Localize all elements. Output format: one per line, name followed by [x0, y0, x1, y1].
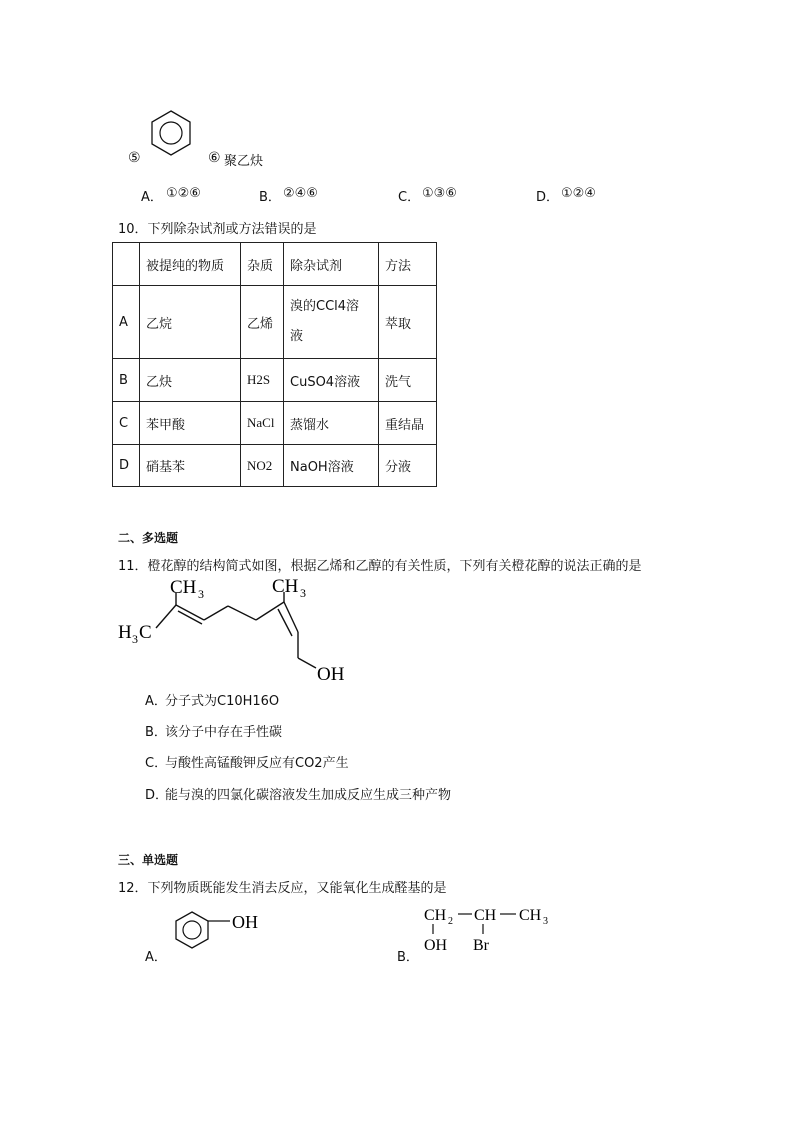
table-cell-substance: 硝基苯 — [140, 445, 241, 487]
table-cell-label: A — [113, 286, 140, 359]
ch3-label-left: CH — [170, 577, 197, 598]
section-heading-single-choice: 三、单选题 — [118, 853, 179, 867]
table-cell-label: D — [113, 445, 140, 487]
nerol-structure — [116, 576, 366, 688]
q9-item5-marker: ⑤ — [128, 150, 141, 166]
q9-item6-marker: ⑥ — [208, 150, 221, 166]
table-header-cell: 被提纯的物质 — [140, 243, 241, 286]
table-cell-substance: 乙炔 — [140, 359, 241, 402]
q11-option-b-letter: B． — [145, 725, 167, 740]
q12-stem: 12．下列物质既能发生消去反应，又能氧化生成醛基的是 — [118, 881, 447, 896]
oh-substituent: OH — [424, 937, 448, 954]
q11-stem: 11．橙花醇的结构简式如图，根据乙烯和乙醇的有关性质，下列有关橙花醇的说法正确的是 — [118, 559, 642, 574]
q11-option-d-letter: D． — [145, 788, 169, 803]
phenol-structure — [170, 904, 270, 956]
table-cell-impurity: 乙烯 — [241, 286, 284, 359]
table-cell-method: 重结晶 — [379, 402, 437, 445]
q9-option-d-value: ①②④ — [561, 186, 596, 201]
table-cell-impurity: NO2 — [241, 445, 284, 487]
table-header-cell: 方法 — [379, 243, 437, 286]
table-cell-method: 萃取 — [379, 286, 437, 359]
table-cell-method: 分液 — [379, 445, 437, 487]
table-row — [113, 286, 437, 359]
q11-option-c-letter: C． — [145, 756, 168, 771]
h3c-sub: 3 — [132, 632, 138, 646]
q9-option-c-value: ①③⑥ — [422, 186, 457, 201]
table-cell-substance: 苯甲酸 — [140, 402, 241, 445]
table-header-cell — [113, 243, 140, 286]
q11-option-a-letter: A． — [145, 694, 167, 709]
ch3-label: CH — [519, 907, 542, 924]
oh-label: OH — [317, 664, 345, 685]
table-cell-substance: 乙烷 — [140, 286, 241, 359]
table-cell-impurity: H2S — [241, 359, 284, 402]
h3c-c: C — [139, 622, 152, 643]
q11-option-c-text: 与酸性高锰酸钾反应有CO2产生 — [165, 756, 349, 771]
table-cell-label: B — [113, 359, 140, 402]
table-row — [113, 359, 437, 402]
q10-stem: 10．下列除杂试剂或方法错误的是 — [118, 222, 317, 237]
table-cell-reagent: CuSO4溶液 — [284, 359, 379, 402]
ch3-sub-right: 3 — [300, 586, 306, 600]
table-cell-reagent: NaOH溶液 — [284, 445, 379, 487]
ch2-label: CH — [424, 907, 447, 924]
ch-label: CH — [474, 907, 497, 924]
bromopropanol-structure — [420, 900, 560, 958]
table-header-cell: 除杂试剂 — [284, 243, 379, 286]
ch3-sub-left: 3 — [198, 587, 204, 601]
q9-option-d-letter: D． — [536, 190, 560, 205]
ch3-sub: 3 — [543, 916, 548, 927]
ch2-sub: 2 — [448, 916, 453, 927]
section-heading-multi-choice: 二、多选题 — [118, 531, 179, 545]
q9-option-a-letter: A． — [141, 190, 163, 205]
table-header-row — [113, 243, 437, 286]
q9-option-c-letter: C． — [398, 190, 421, 205]
q11-option-d-text: 能与溴的四氯化碳溶液发生加成反应生成三种产物 — [165, 788, 452, 803]
table-cell-impurity: NaCl — [241, 402, 284, 445]
table-row — [113, 445, 437, 487]
table-cell-label: C — [113, 402, 140, 445]
q9-option-a-value: ①②⑥ — [166, 186, 201, 201]
br-substituent: Br — [473, 937, 489, 954]
q9-option-b-letter: B． — [259, 190, 281, 205]
reagent-line-2: 液 — [290, 329, 304, 344]
reagent-line-1: 溴的CCl4溶 — [290, 299, 360, 314]
q11-option-a-text: 分子式为C10H16O — [165, 694, 280, 709]
q10-table — [112, 242, 437, 487]
q9-item6-text: 聚乙炔 — [224, 154, 264, 169]
phenol-oh-label: OH — [232, 912, 258, 932]
table-cell-method: 洗气 — [379, 359, 437, 402]
table-cell-reagent — [284, 286, 379, 359]
ch3-label-right: CH — [272, 576, 299, 597]
q11-option-b-text: 该分子中存在手性碳 — [165, 725, 283, 740]
benzene-structure-5 — [146, 108, 196, 158]
q12-option-b-letter: B． — [397, 950, 419, 965]
q12-option-a-letter: A． — [145, 950, 167, 965]
q9-option-b-value: ②④⑥ — [283, 186, 318, 201]
h3c-h: H — [118, 622, 132, 643]
table-cell-reagent: 蒸馏水 — [284, 402, 379, 445]
table-row — [113, 402, 437, 445]
table-header-cell: 杂质 — [241, 243, 284, 286]
